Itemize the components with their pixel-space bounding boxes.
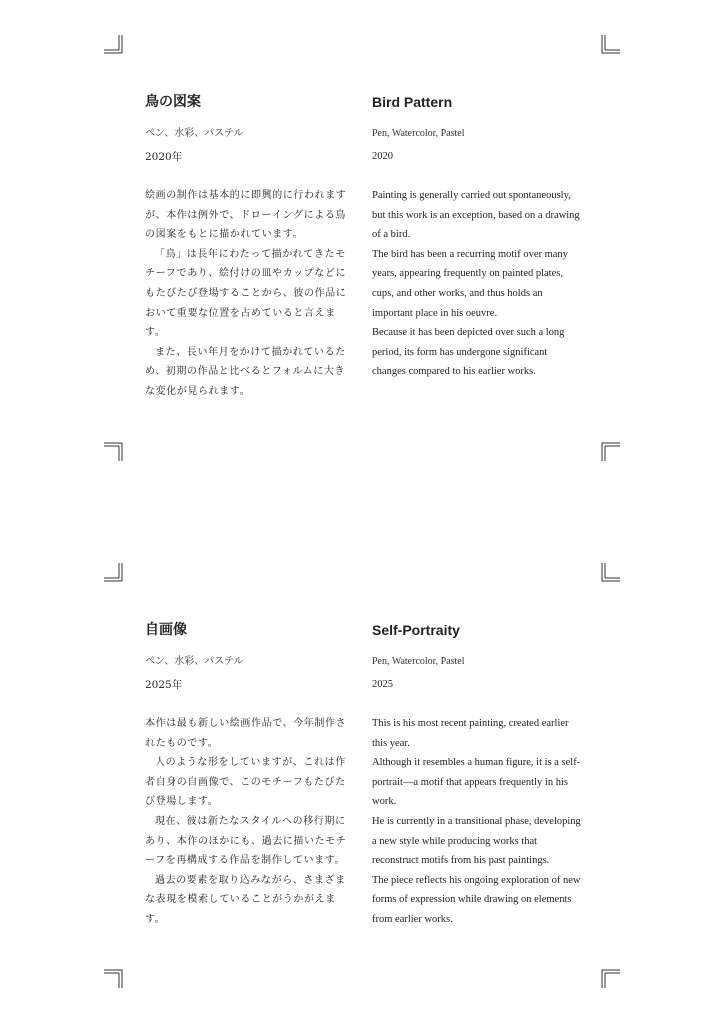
description-paragraph: Although it resembles a human figure, it is a self-portrait—a motif that appears frequently in his work.	[372, 757, 581, 808]
crop-mark-top-left-icon	[104, 35, 124, 55]
description-paragraph: 現在、彼は新たなスタイルへの移行期にあり、本作のほかにも、過去に描いたモチーフを再構成する作品を制作しています。	[145, 815, 347, 867]
description-paragraph: Because it has been depicted over such a long period, its form has undergone significant changes compared to his earlier works.	[372, 327, 565, 378]
crop-mark-bottom-right-icon	[600, 968, 620, 988]
description-paragraph: 過去の要素を取り込みながら、さまざまな表現を模索していることがうかがえます。	[145, 874, 346, 925]
description-paragraph: また、長い年月をかけて描かれているため、初期の作品と比べるとフォルムに大きな変化が見られます。	[145, 346, 346, 397]
artwork-title-ja: 鳥の図案	[145, 94, 201, 110]
japanese-column	[145, 93, 355, 402]
artwork-year-en: 2020	[372, 151, 393, 162]
description-paragraph: 本作は最も新しい絵画作品で、今年制作されたものです。	[145, 718, 347, 749]
description-en	[372, 714, 582, 930]
crop-mark-bottom-right-icon	[600, 441, 620, 461]
description-paragraph: The bird has been a recurring motif over many years, appearing frequently on painted plates, cups, and other works, and thus holds an important place in his oeuvre.	[372, 248, 568, 319]
description-paragraph: 絵画の制作は基本的に即興的に行われますが、本作は例外で、ドローイングによる鳥の図案をもとに描かれています。	[145, 190, 347, 241]
artwork-medium-ja: ペン、水彩、パステル	[145, 128, 244, 139]
crop-mark-top-right-icon	[600, 563, 620, 583]
description-paragraph: Painting is generally carried out spontaneously, but this work is an exception, based on a drawing of a bird.	[372, 190, 580, 241]
artwork-year-ja: 2025年	[145, 679, 183, 691]
description-paragraph: The piece reflects his ongoing exploration of new forms of expression while drawing on elements from earlier works.	[372, 874, 581, 925]
crop-mark-bottom-left-icon	[104, 441, 124, 461]
description-ja	[145, 186, 355, 402]
english-column	[372, 93, 582, 382]
artwork-medium-ja: ペン、水彩、パステル	[145, 656, 244, 667]
artwork-title-ja: 自画像	[145, 622, 187, 638]
english-column	[372, 621, 582, 930]
description-en	[372, 186, 582, 382]
description-paragraph: 「鳥」は長年にわたって描かれてきたモチーフであり、絵付けの皿やカップなどにもたびたび登場することから、彼の作品において重要な位置を占めていると言えます。	[145, 248, 347, 339]
description-paragraph: 人のような形をしていますが、これは作者自身の自画像で、このモチーフもたびたび登場します。	[145, 757, 346, 808]
japanese-column	[145, 621, 355, 930]
artwork-title-en: Self-Portraity	[372, 622, 460, 638]
artwork-medium-en: Pen, Watercolor, Pastel	[372, 656, 465, 667]
crop-mark-top-right-icon	[600, 35, 620, 55]
artwork-medium-en: Pen, Watercolor, Pastel	[372, 128, 465, 139]
description-ja	[145, 714, 355, 930]
description-paragraph: He is currently in a transitional phase, developing a new style while producing works that reconstruct motifs from his past paintings.	[372, 815, 581, 867]
artwork-year-en: 2025	[372, 679, 393, 690]
crop-mark-bottom-left-icon	[104, 968, 124, 988]
crop-mark-top-left-icon	[104, 563, 124, 583]
artwork-year-ja: 2020年	[145, 151, 183, 163]
artwork-title-en: Bird Pattern	[372, 94, 453, 110]
description-paragraph: This is his most recent painting, created earlier this year.	[372, 718, 569, 749]
